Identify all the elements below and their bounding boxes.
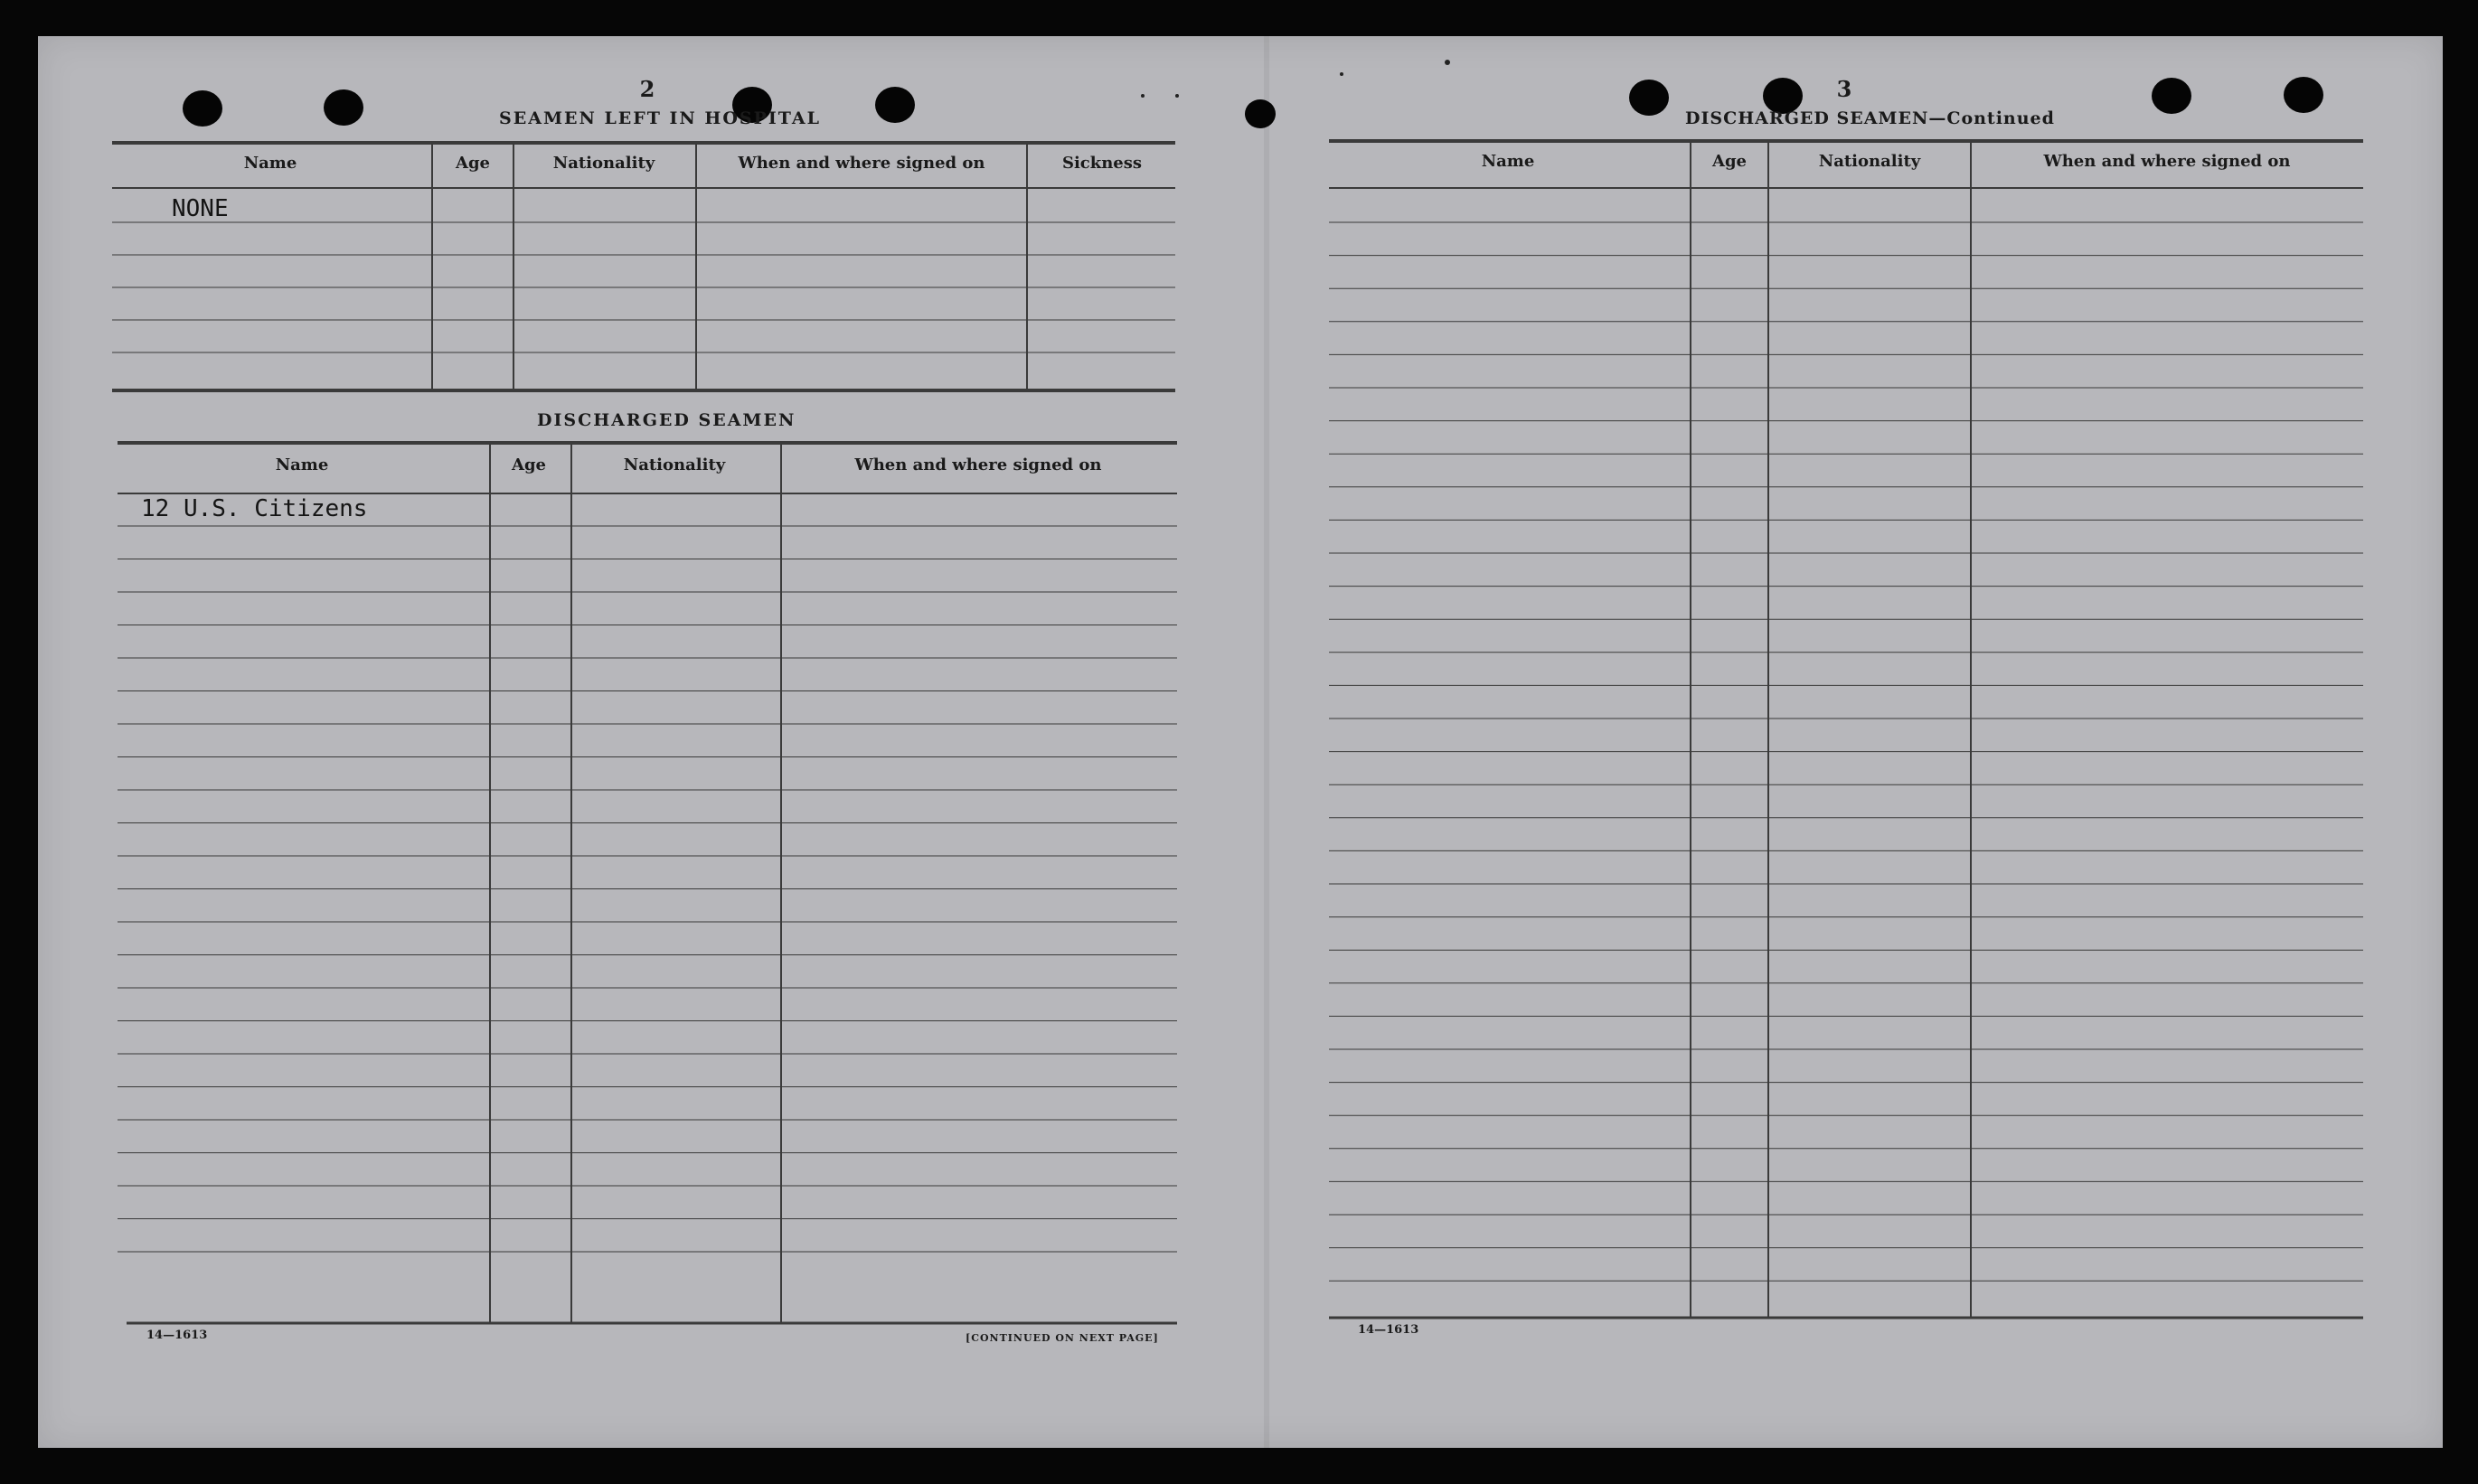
right-col-name: Name: [1481, 152, 1535, 171]
right-col-age: Age: [1711, 152, 1747, 171]
hospital-row-name: NONE: [172, 195, 229, 222]
discharged-col-nationality: Nationality: [623, 456, 726, 474]
right-col-nationality: Nationality: [1818, 152, 1921, 171]
discharged-row-name: 12 U.S. Citizens: [141, 495, 368, 522]
discharged-continued-title: DISCHARGED SEAMEN—Continued: [1685, 108, 2055, 128]
discharged-col-signed-on: When and where signed on: [854, 456, 1102, 474]
page-number-right: 3: [1836, 76, 1852, 102]
right-col-signed-on: When and where signed on: [2043, 152, 2291, 171]
hospital-col-nationality: Nationality: [552, 154, 655, 173]
page-number-left: 2: [639, 76, 655, 102]
hospital-col-signed-on: When and where signed on: [738, 154, 985, 173]
discharged-section-title: DISCHARGED SEAMEN: [537, 410, 796, 430]
continued-note: [CONTINUED ON NEXT PAGE]: [966, 1332, 1159, 1344]
discharged-col-age: Age: [511, 456, 546, 474]
form-number-left: 14—1613: [146, 1329, 208, 1342]
form-number-right: 14—1613: [1358, 1323, 1419, 1337]
hospital-section-title: SEAMEN LEFT IN HOSPITAL: [499, 108, 821, 128]
hospital-col-sickness: Sickness: [1061, 154, 1143, 173]
hospital-col-age: Age: [455, 154, 490, 173]
discharged-col-name: Name: [275, 456, 329, 474]
hospital-col-name: Name: [243, 154, 297, 173]
